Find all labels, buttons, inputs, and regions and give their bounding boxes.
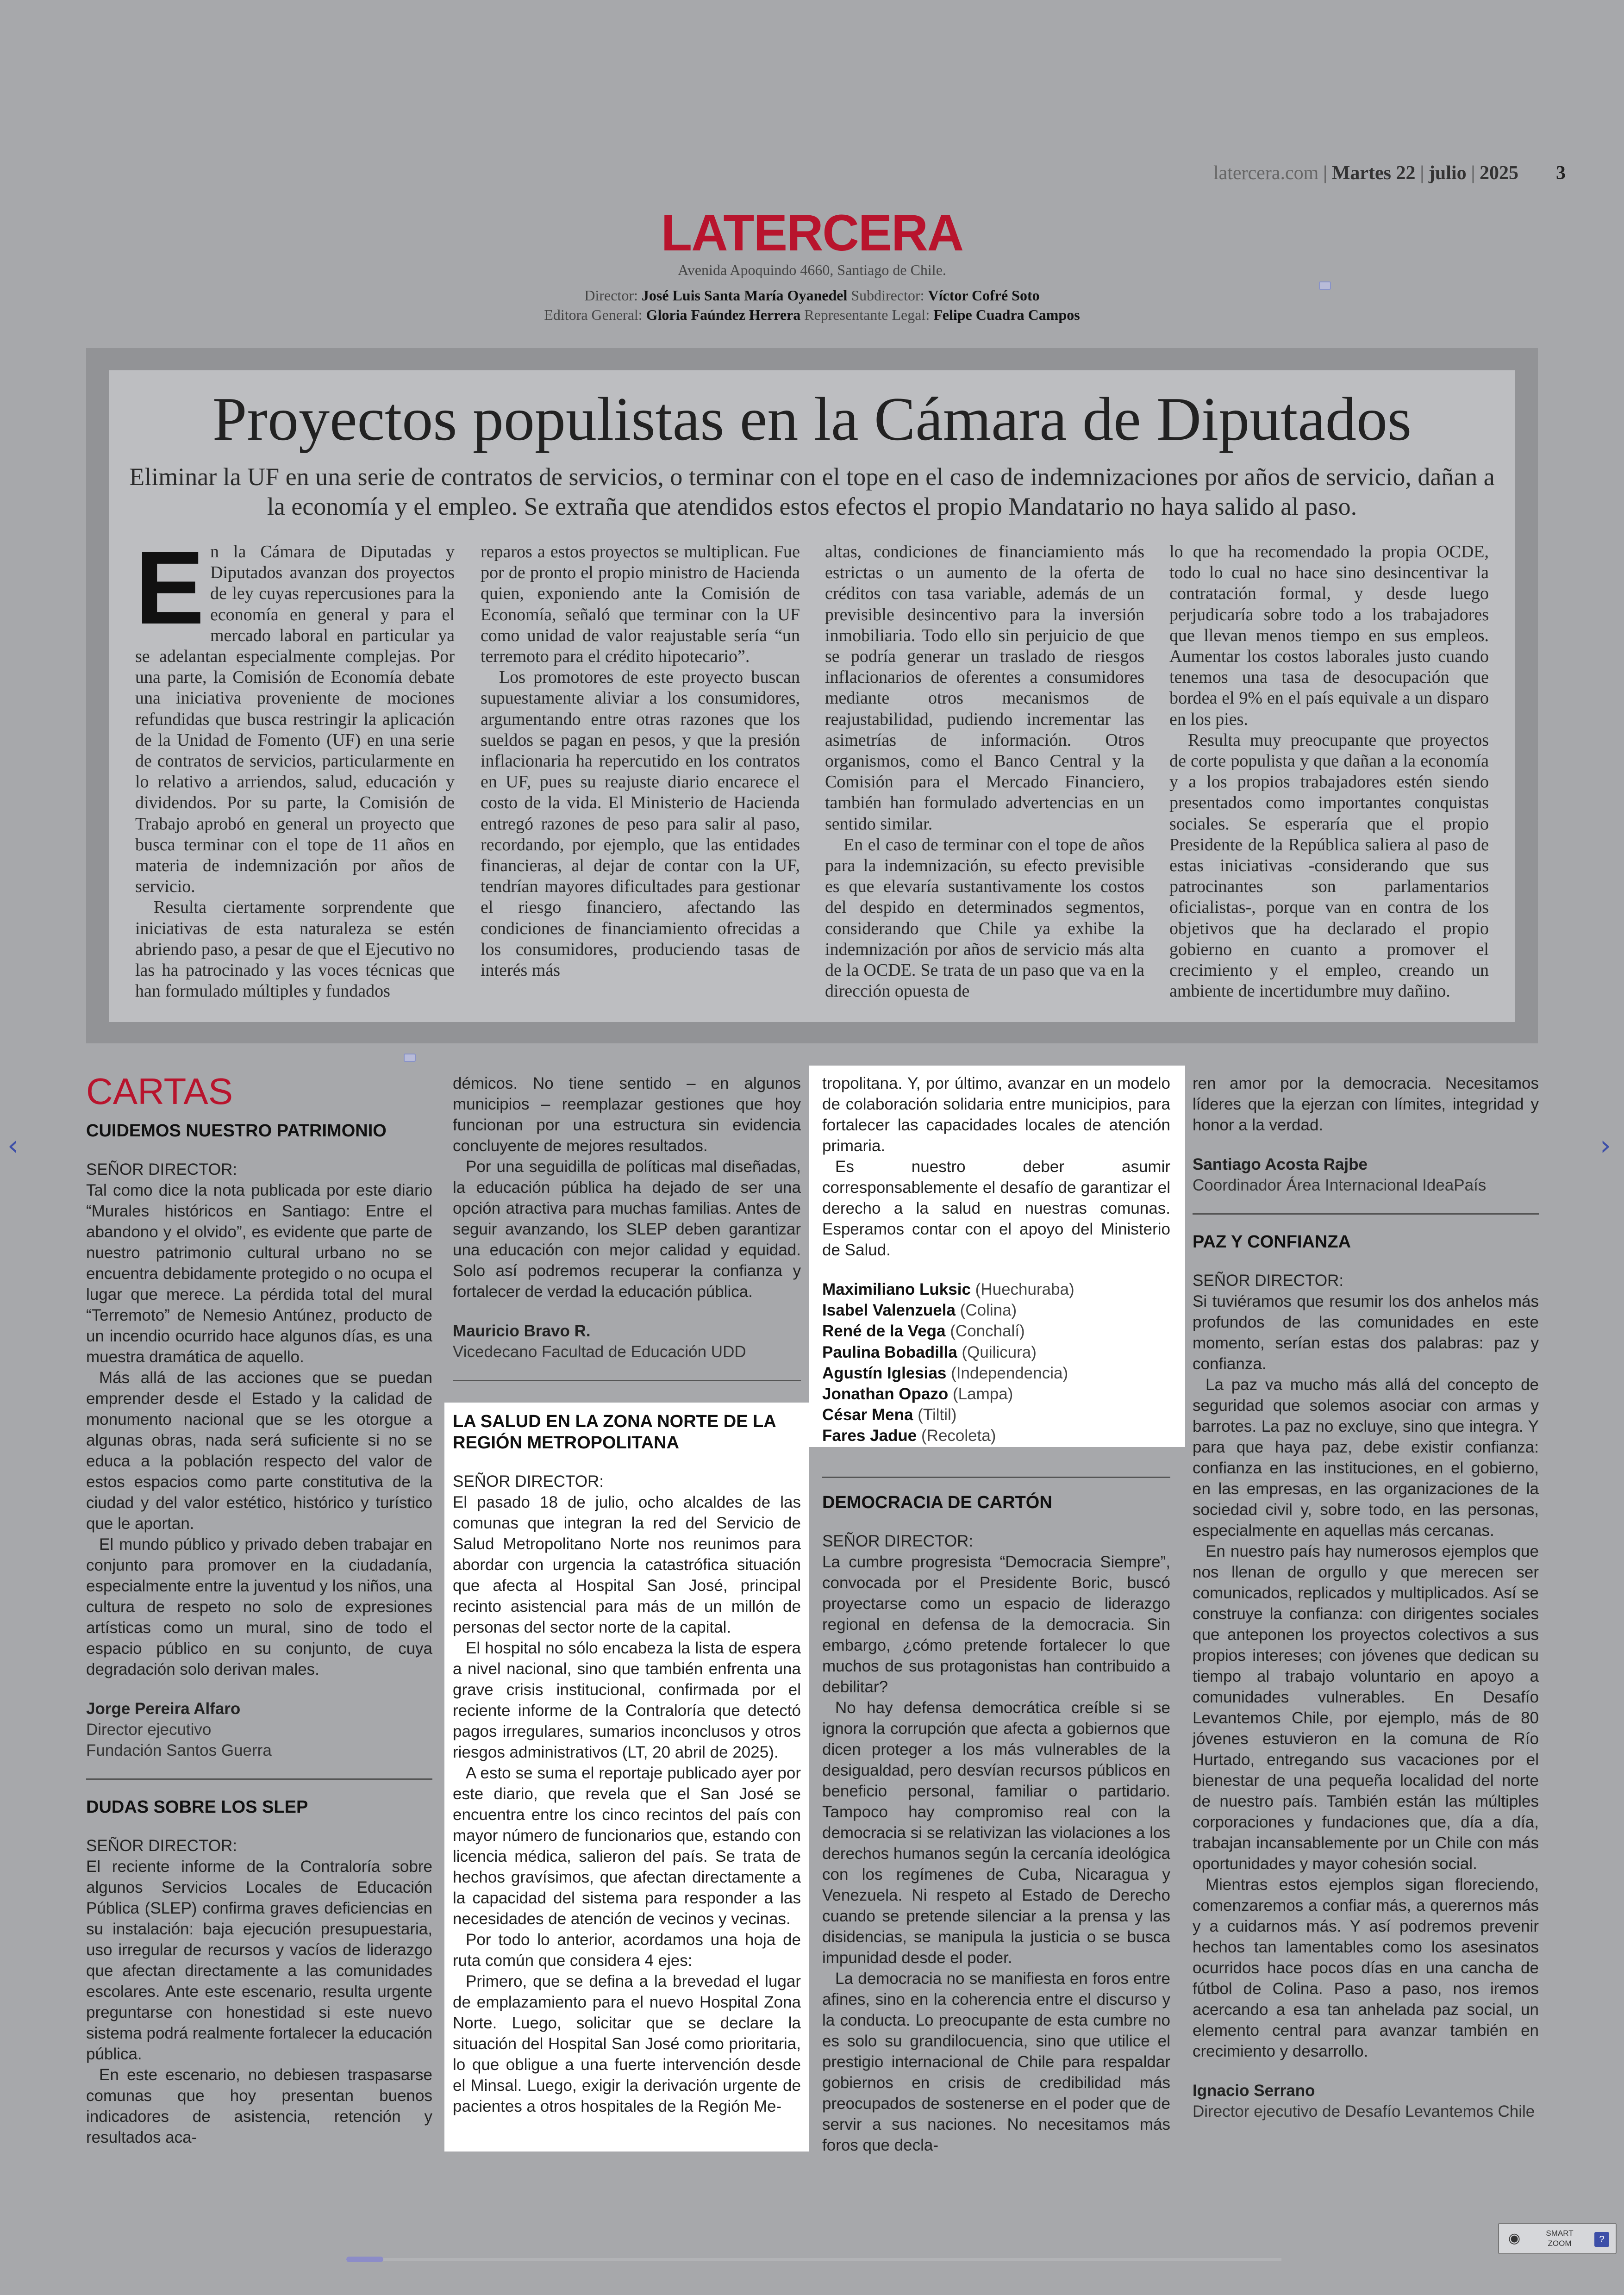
- letter-signer: Mauricio Bravo R.: [453, 1322, 591, 1340]
- masthead-directors: Director: José Luis Santa María Oyanedel Subdirector: Víctor Cofré Soto: [584, 287, 1040, 304]
- newspaper-logo: LATERCERA: [661, 205, 963, 262]
- letter-paragraph: En este escenario, no debiesen traspasarse comunas que hoy presentan buenos indicadores de asistencia, retención y resultados aca-: [86, 2066, 432, 2146]
- chevron-left-icon[interactable]: ‹: [7, 1129, 19, 1162]
- letter-paragraph: ren amor por la democracia. Necesitamos líderes que la ejerzan con límites, integridad y honor a la verdad.: [1193, 1074, 1539, 1134]
- letter-paragraph: El mundo público y privado deben trabajar en conjunto para promover en la ciudadanía, especialmente entre la juventud y los niños, una cultura de respeto no solo de expresiones artísticas como un mural, sino de todo el espacio público en su conjunto, de cuya degradación solo derivan males.: [86, 1535, 432, 1678]
- salutation: SEÑOR DIRECTOR:: [822, 1532, 974, 1550]
- letter-paragraph: Si tuviéramos que resumir los dos anhelos más profundos de las comunidades en este momento, serían estas dos palabras: paz y confianza.: [1193, 1292, 1539, 1373]
- zoom-region-icon[interactable]: [1319, 281, 1331, 290]
- letter-title: DUDAS SOBRE LOS SLEP: [86, 1797, 308, 1817]
- signer-role: Director ejecutivo: [86, 1721, 212, 1739]
- address: Avenida Apoquindo 4660, Santiago de Chile.: [678, 262, 946, 278]
- letter-paragraph: El reciente informe de la Contraloría sobre algunos Servicios Locales de Educación Pública (SLEP) confirma graves deficiencias en su instalación: baja ejecución presupuestaria, uso irregular de recursos y vacíos de liderazgo que afectan directamente a las comunidades escolares. Ante este escenario, resulta urgente preguntarse con honestidad si este nuevo sistema podrá realmente fortalecer la educación pública.: [86, 1858, 432, 2063]
- signer-role: Vicedecano Facultad de Educación UDD: [453, 1343, 746, 1361]
- editorial-paragraph: altas, condiciones de financiamiento más estrictas o un aumento de la oferta de créditos con tasa variable, además de un previsible desincentivo para la inversión inmobiliaria. Todo ello sin perjuicio de que se podría generar un traslado de riesgos inflacionarios de oferentes a consumidores mediante otros mecanismos de reajustabilidad, pudiendo incrementar las asimetrías de información. Otros organismos, como el Banco Central y la Comisión para el Mercado Financiero, también han formulado advertencias en un sentido similar.: [825, 542, 1144, 834]
- letter-signer: Santiago Acosta Rajbe: [1193, 1155, 1368, 1173]
- letter-title: DEMOCRACIA DE CARTÓN: [822, 1493, 1052, 1512]
- editorial-paragraph: lo que ha recomendado la propia OCDE, todo lo cual no hace sino desincentivar la contratación formal, y desde luego perjudicaría sobre todo a los trabajadores que llevan menos tiempo en sus empleos. Aumentar los costos laborales justo cuando tenemos una tasa de desocupación que bordea el 9% en el país equivale a un disparo en los pies.: [1169, 542, 1489, 729]
- signer-role: Coordinador Área Internacional IdeaPaís: [1193, 1176, 1487, 1194]
- divider: [1193, 1213, 1539, 1215]
- letter-signer: Ignacio Serrano: [1193, 2082, 1315, 2100]
- zoom-region-icon[interactable]: [404, 1054, 416, 1062]
- divider: [453, 1380, 801, 1381]
- letter-paragraph: La democracia no se manifiesta en foros entre afines, sino en la coherencia entre el discurso y la conducta. Lo preocupante de esta cumbre no es solo su grandilocuencia, sino que utilice el prestigio internacional de Chile para respaldar gobiernos en crisis de credibilidad más preocupados de sostenerse en el poder que de servir a sus naciones. No necesitamos más foros que decla-: [822, 1970, 1170, 2154]
- letters-column-4: [1193, 1073, 1539, 2122]
- drop-cap: E: [135, 530, 205, 646]
- mayors-signatures: [822, 1279, 1170, 1447]
- signer-role: Director ejecutivo de Desafío Levantemos Chile: [1193, 2102, 1535, 2120]
- legal-rep-name: Felipe Cuadra Campos: [933, 306, 1080, 323]
- letter-paragraph: Tal como dice la nota publicada por este diario “Murales históricos en Santiago: Entre el abandono y el olvido”, es evidente que parte de nuestro patrimonio cultural urbano no se encuentra debidamente protegido o no ocupa el lugar que merece. La pérdida total del mural “Terremoto” de Nemesio Antúnez, producto de un incendio ocurrido hace algunos días, es una muestra dramática de aquello.: [86, 1181, 432, 1366]
- divider: [86, 1778, 432, 1780]
- year: 2025: [1480, 162, 1518, 184]
- editorial-paragraph: En el caso de terminar con el tope de años para la indemnización, su efecto previsible es que elevaría sustantivamente los costos del despido en determinados segmentos, considerando que Chile ya exhibe la indemnización por años de servicio más alta de la OCDE. Se trata de un paso que va en la dirección opuesta de: [825, 835, 1144, 1001]
- editorial-column-3: [825, 542, 1144, 1002]
- letter-paragraph: No hay defensa democrática creíble si se ignora la corrupción que afecta a gobiernos que dicen proteger a los más vulnerables de la desigualdad, pero desvían recursos públicos en beneficio personal, familiar o partidario. Tampoco hay compromiso real con la democracia si se relativizan las violaciones a los derechos humanos según la cercanía ideológica con los regímenes de Cuba, Nicaragua y Venezuela. Ni respeto al Estado de Derecho cuando se pretende silenciar a la prensa y las disidencias, se manipula la justicia o se busca impunidad desde el poder.: [822, 1699, 1170, 1967]
- letter-title: CUIDEMOS NUESTRO PATRIMONIO: [86, 1121, 387, 1141]
- letter-paragraph: En nuestro país hay numerosos ejemplos que nos llenan de orgullo y que merecen ser comunicados, replicados y multiplicados. Así se construye la confianza: con dirigentes sociales que anteponen los proyectos colectivos a sus propios intereses; con jóvenes que dedican su tiempo al trabajo voluntario en apoyo a comunidades vulnerables. En Desafío Levantemos Chile, por ejemplo, más de 80 jóvenes estuvieron en la comuna de Río Hurtado, entregando sus vacaciones por el bienestar de una pequeña localidad del norte de nuestro país. También están las múltiples corporaciones y fundaciones que, día a día, trabajan incansablemente por un Chile con más oportunidades y mayor cohesión social.: [1193, 1542, 1539, 1873]
- month: julio: [1428, 162, 1467, 184]
- letter-paragraph: Por todo lo anterior, acordamos una hoja de ruta común que considera 4 ejes:: [453, 1931, 801, 1970]
- letters-column-1: [86, 1120, 432, 2148]
- letters-column-2-bottom: [453, 1411, 801, 2117]
- editorial-title: Proyectos populistas en la Cámara de Diputados: [212, 385, 1412, 453]
- page-number: 3: [1556, 162, 1566, 184]
- masthead-editors: Editora General: Gloria Faúndez Herrera Representante Legal: Felipe Cuadra Campos: [544, 306, 1080, 323]
- editorial-paragraph: n la Cámara de Diputadas y Diputados avanzan dos proyectos de ley cuyas repercusiones para la economía en general y para el mercado laboral en particular ya se adelantan especialmente complejas. Por una parte, la Comisión de Economía debate una iniciativa proveniente de mociones refundidas que busca restringir la aplicación de la Unidad de Fomento (UF) en una serie de contratos de servicios, particularmente en lo relativo a arriendos, salud, educación y dividendos. Por su parte, la Comisión de Trabajo aprobó en general un proyecto que busca terminar con el tope de 11 años en materia de indemnización por años de servicio.: [135, 542, 455, 897]
- signer-item: Agustín Iglesias (Independencia): [822, 1364, 1068, 1382]
- letter-paragraph: Más allá de las acciones que se puedan emprender desde el Estado y la calidad de monumento nacional que se les otorgue a algunas obras, nada será suficiente si no se educa a la población respecto del valor de estos espacios como parte constitutiva de la ciudad y del valor estético, histórico y turístico que le aportan.: [86, 1369, 432, 1533]
- divider: [822, 1477, 1170, 1478]
- scrollbar-thumb[interactable]: [346, 2257, 383, 2262]
- smart-zoom-button[interactable]: [1498, 2223, 1617, 2254]
- signer-item: Maximiliano Luksic (Huechuraba): [822, 1280, 1074, 1298]
- signer-organization: Fundación Santos Guerra: [86, 1741, 272, 1759]
- letter-paragraph: A esto se suma el reportaje publicado ayer por este diario, que revela que el San José se encuentra entre los cinco recintos del país con mayor número de funcionarios que, estando con licencia médica, salieron del país. Se trata de hechos gravísimos, que afectan directamente a la capacidad del sistema para responder a las necesidades de atención de vecinos y vecinas.: [453, 1764, 801, 1928]
- letter-paragraph: La cumbre progresista “Democracia Siempre”, convocada por el Presidente Boric, buscó proyectarse como un espacio de liderazgo regional en defensa de la democracia. Sin embargo, ¿cómo pretende fortalecer lo que muchos de sus protagonistas han contribuido a debilitar?: [822, 1553, 1170, 1696]
- help-icon[interactable]: ?: [1594, 2232, 1609, 2247]
- editorial-column-4: [1169, 542, 1489, 1002]
- editorial-paragraph: Los promotores de este proyecto buscan supuestamente aliviar a los consumidores, argumentando entre otras razones que los sueldos se pagan en pesos, y que la presión inflacionaria ha repercutido en los contratos en UF, pues su reajuste diario encarece el costo de la vida. El Ministerio de Hacienda entregó razones de peso para salir al paso, recordando, por ejemplo, que las entidades financieras, al dejar de contar con la UF, tendrían mayores dificultades para gestionar el riesgo financiero, afectando las condiciones de financiamiento ofrecidas a los consumidores, produciendo tasas de interés más: [481, 667, 800, 980]
- site-name: latercera.com: [1213, 162, 1319, 184]
- letter-paragraph: Por una seguidilla de políticas mal diseñadas, la educación pública ha dejado de ser una opción atractiva para muchas familias. Antes de seguir avanzando, los SLEP deben garantizar una educación con mejor calidad y equidad. Solo así podremos recuperar la confianza y fortalecer de verdad la educación pública.: [453, 1158, 801, 1301]
- letter-paragraph: Mientras estos ejemplos sigan floreciendo, comenzaremos a confiar más, a querernos más y a cuidarnos más. Y así podremos prevenir hechos tan lamentables como los asesinatos ocurridos hace pocos días en una cancha de fútbol de Colina. Paso a paso, nos iremos acercando a esa tan anhelada paz social, un elemento central para avanzar también en crecimiento y desarrollo.: [1193, 1876, 1539, 2060]
- cartas-section-title: CARTAS: [86, 1071, 233, 1112]
- smart-zoom-label: SMART ZOOM: [1546, 2229, 1574, 2248]
- salutation: SEÑOR DIRECTOR:: [453, 1472, 604, 1491]
- horizontal-scrollbar[interactable]: [346, 2258, 1281, 2261]
- editorial-subtitle: Eliminar la UF en una serie de contratos de servicios, o terminar con el tope en el caso de indemnizaciones por años de servicio, dañan a la economía y el empleo. Se extraña que atendidos estos efectos el propio Mandatario no haya salido al paso.: [129, 463, 1495, 520]
- director-name: José Luis Santa María Oyanedel: [641, 287, 848, 304]
- header-date-line: latercera.com | Martes 22 | julio | 2025: [1213, 162, 1518, 184]
- subdirector-name: Víctor Cofré Soto: [928, 287, 1040, 304]
- letter-signer: Jorge Pereira Alfaro: [86, 1700, 241, 1718]
- chevron-right-icon[interactable]: ›: [1600, 1129, 1611, 1162]
- salutation: SEÑOR DIRECTOR:: [86, 1160, 237, 1179]
- editor-name: Gloria Faúndez Herrera: [646, 306, 801, 323]
- signer-item: Fares Jadue (Recoleta): [822, 1427, 996, 1445]
- letter-paragraph: La paz va mucho más allá del concepto de seguridad que solemos asociar con armas y barrotes. La paz no excluye, sino que integra. Y para que haya paz, debe existir confianza: confianza en las instituciones, en el gobierno, en las empresas, en las organizaciones de la sociedad civil y, sobre todo, en las personas, especialmente en aquellas más cercanas.: [1193, 1376, 1539, 1540]
- editorial-column-2: [481, 542, 800, 981]
- letter-paragraph: El pasado 18 de julio, ocho alcaldes de las comunas que integran la red del Servicio de Salud Metropolitano Norte nos reunimos para abordar con urgencia la catastrófica situación que afecta al Hospital San José, principal recinto asistencial para más de un millón de personas del sector norte de la capital.: [453, 1493, 801, 1636]
- signer-item: Isabel Valenzuela (Colina): [822, 1301, 1017, 1320]
- editorial-paragraph: Resulta muy preocupante que proyectos de corte populista y que dañan a la economía y a los propios trabajadores estén siendo presentados como importantes conquistas sociales. Se esperaría que el propio Presidente de la República saliera al paso de estas iniciativas -considerando que sus patrocinantes son parlamentarios oficialistas-, porque van en contra de los objetivos que ha declarado el propio gobierno en cuanto a promover el crecimiento y el empleo, creando un ambiente de incertidumbre muy dañino.: [1169, 730, 1489, 1001]
- editorial-column-1: [135, 530, 455, 1002]
- letter-paragraph: El hospital no sólo encabeza la lista de espera a nivel nacional, sino que también enfrenta una grave crisis institucional, confirmada por el reciente informe de la Contraloría que detectó pagos irregulares, sumarios inconclusos y otros riesgos administrativos (LT, 20 abril de 2025).: [453, 1639, 801, 1761]
- editorial-paragraph: Resulta ciertamente sorprendente que iniciativas de esta naturaleza se estén abriendo paso, a pesar de que el Ejecutivo no las ha patrocinado y las voces técnicas que han formulado múltiples y fundados: [135, 898, 455, 1001]
- letters-column-3-bottom: [822, 1477, 1170, 2156]
- editorial-paragraph: reparos a estos proyectos se multiplican. Fue por de pronto el propio ministro de Hacienda quien, exponiendo ante la Comisión de Economía, señaló que terminar con la UF como unidad de valor reajustable sería “un terremoto para el crédito hipotecario”.: [481, 542, 800, 667]
- salutation: SEÑOR DIRECTOR:: [1193, 1272, 1344, 1290]
- letter-paragraph: démicos. No tiene sentido – en algunos municipios – reemplazar gestiones que hoy funcionan por una estructura sin evidencia concluyente de mejores resultados.: [453, 1074, 801, 1155]
- signer-item: Jonathan Opazo (Lampa): [822, 1385, 1013, 1403]
- salutation: SEÑOR DIRECTOR:: [86, 1837, 237, 1855]
- letter-paragraph: tropolitana. Y, por último, avanzar en un modelo de colaboración solidaria entre municipios, para fortalecer las capacidades locales de atención primaria.: [822, 1074, 1170, 1155]
- letter-paragraph: Primero, que se defina a la brevedad el lugar de emplazamiento para el nuevo Hospital Zona Norte. Luego, solicitar que se declare la situación del Hospital San José como prioritaria, lo que obligue a una fuerte intervención desde el Minsal. Luego, exigir la derivación urgente de pacientes a otros hospitales de la Región Me-: [453, 1972, 801, 2115]
- letter-paragraph: Es nuestro deber asumir corresponsablemente el desafío de garantizar el derecho a la salud en nuestras comunas. Esperamos contar con el apoyo del Ministerio de Salud.: [822, 1158, 1170, 1259]
- letter-title: PAZ Y CONFIANZA: [1193, 1232, 1351, 1252]
- signer-item: César Mena (Tiltil): [822, 1406, 957, 1424]
- letters-column-2-top: [453, 1073, 801, 1381]
- eye-icon: ◉: [1508, 2230, 1521, 2246]
- letter-title: LA SALUD EN LA ZONA NORTE DE LA REGIÓN METROPOLITANA: [453, 1412, 776, 1453]
- weekday: Martes 22: [1331, 162, 1416, 184]
- signer-item: René de la Vega (Conchalí): [822, 1322, 1025, 1341]
- signer-item: Paulina Bobadilla (Quilicura): [822, 1343, 1037, 1361]
- letters-column-3-top: [822, 1073, 1170, 1447]
